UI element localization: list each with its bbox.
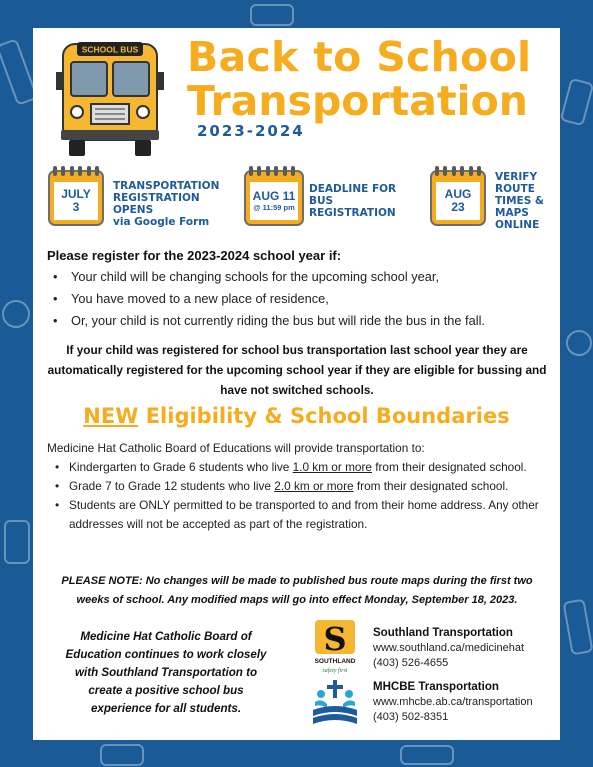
calendar-july-icon xyxy=(48,170,104,226)
page-title-line2: Transportation xyxy=(187,77,528,125)
caption-line: ROUTE xyxy=(495,183,535,195)
caption-line: OPENS xyxy=(113,204,154,216)
caption-line: TIMES & xyxy=(495,195,545,207)
page-title-line1: Back to School xyxy=(187,33,532,81)
date-caption-1 xyxy=(113,180,219,228)
caption-line: VERIFY xyxy=(495,171,538,183)
caption-line: via Google Form xyxy=(113,216,210,228)
school-year: 2023-2024 xyxy=(197,122,305,140)
calendar-month: AUG xyxy=(444,187,472,201)
item-text: Kindergarten to Grade 6 students who live xyxy=(69,460,293,474)
partnership-statement: Medicine Hat Catholic Board of Education continues to work closely with Southland Transportation to create a positive school bus experience for all students. xyxy=(65,630,267,715)
list-item xyxy=(47,458,552,477)
item-text: from their designated school. xyxy=(353,479,509,493)
calendar-month: AUG 11 xyxy=(252,189,296,203)
new-label: NEW xyxy=(83,404,139,428)
calendar-day: 3 xyxy=(72,200,80,214)
item-text: Grade 7 to Grade 12 students who live xyxy=(69,479,275,493)
crayon-doodle-icon xyxy=(562,599,593,656)
calendar-aug11-icon xyxy=(244,170,304,226)
distance-text: 2.0 km or more xyxy=(274,479,354,493)
svg-text:safety first: safety first xyxy=(322,668,348,674)
register-reasons-list xyxy=(47,266,485,332)
caption-line: ONLINE xyxy=(495,219,540,231)
calendar-month: JULY xyxy=(61,187,91,201)
calendar-time: @ 11:59 pm xyxy=(253,203,295,212)
eligibility-heading xyxy=(33,404,560,428)
list-item xyxy=(47,477,552,496)
list-item: • You have moved to a new place of residence, xyxy=(47,288,485,310)
eraser-doodle-icon xyxy=(100,744,144,766)
eligibility-intro: Medicine Hat Catholic Board of Educations will provide transportation to: xyxy=(47,441,425,455)
flyer-panel xyxy=(33,28,560,740)
caption-line: DEADLINE FOR xyxy=(309,183,397,195)
eligibility-heading-text: Eligibility & School Boundaries xyxy=(138,404,510,428)
svg-text:S: S xyxy=(323,620,347,658)
list-item xyxy=(47,496,552,534)
southland-logo-icon xyxy=(313,620,357,674)
list-item: • Or, your child is not currently riding the bus but will ride the bus in the fall. xyxy=(47,310,485,332)
ruler-doodle-icon xyxy=(560,78,593,127)
ruler-bottom-doodle-icon xyxy=(400,745,454,765)
globe-doodle-icon xyxy=(2,300,30,328)
date-caption-2 xyxy=(309,183,396,219)
calendar-day: 23 xyxy=(451,200,465,214)
caption-line: REGISTRATION xyxy=(113,192,200,204)
list-item: • Your child will be changing schools for the upcoming school year, xyxy=(47,266,485,288)
eligibility-list xyxy=(47,458,552,534)
caption-line: TRANSPORTATION xyxy=(113,180,220,192)
please-note: PLEASE NOTE: No changes will be made to published bus route maps during the first two weeks of school. Any modified maps will go into effect Monday, September 18, 2023. xyxy=(61,575,533,606)
caption-line: BUS xyxy=(309,195,334,207)
date-caption-3 xyxy=(495,171,544,231)
mhcbe-contact xyxy=(373,680,533,725)
school-bus-icon xyxy=(55,40,165,158)
southland-contact xyxy=(373,626,524,671)
caption-line: REGISTRATION xyxy=(309,207,396,219)
clock-doodle-icon xyxy=(566,330,592,356)
calendar-aug23-icon xyxy=(430,170,486,226)
item-text: Students are ONLY permitted to be transported to and from their home address. Any other addresses will not be accepted as part of the registration. xyxy=(69,498,539,531)
distance-text: 1.0 km or more xyxy=(292,460,372,474)
caption-line: MAPS xyxy=(495,207,529,219)
contact-name: Southland Transportation xyxy=(373,627,513,639)
contact-phone: (403) 502-8351 xyxy=(373,711,449,723)
contact-url[interactable]: www.mhcbe.ab.ca/transportation xyxy=(373,696,533,708)
register-heading: Please register for the 2023-2024 school year if: xyxy=(47,248,342,263)
pencil-top-doodle-icon xyxy=(250,4,294,26)
mhcbe-logo-icon xyxy=(309,678,361,726)
contact-url[interactable]: www.southland.ca/medicinehat xyxy=(373,642,525,654)
svg-text:SOUTHLAND: SOUTHLAND xyxy=(314,658,356,665)
auto-registration-notice: If your child was registered for school bus transportation last school year they are automatically registered for the upcoming school year if they are eligible for bussing and have not switched schools. xyxy=(47,343,547,397)
contact-name: MHCBE Transportation xyxy=(373,681,499,693)
book-doodle-icon xyxy=(4,520,30,564)
bus-sign: SCHOOL BUS xyxy=(81,44,139,55)
item-text: from their designated school. xyxy=(371,460,527,474)
contact-phone: (403) 526-4655 xyxy=(373,657,449,669)
